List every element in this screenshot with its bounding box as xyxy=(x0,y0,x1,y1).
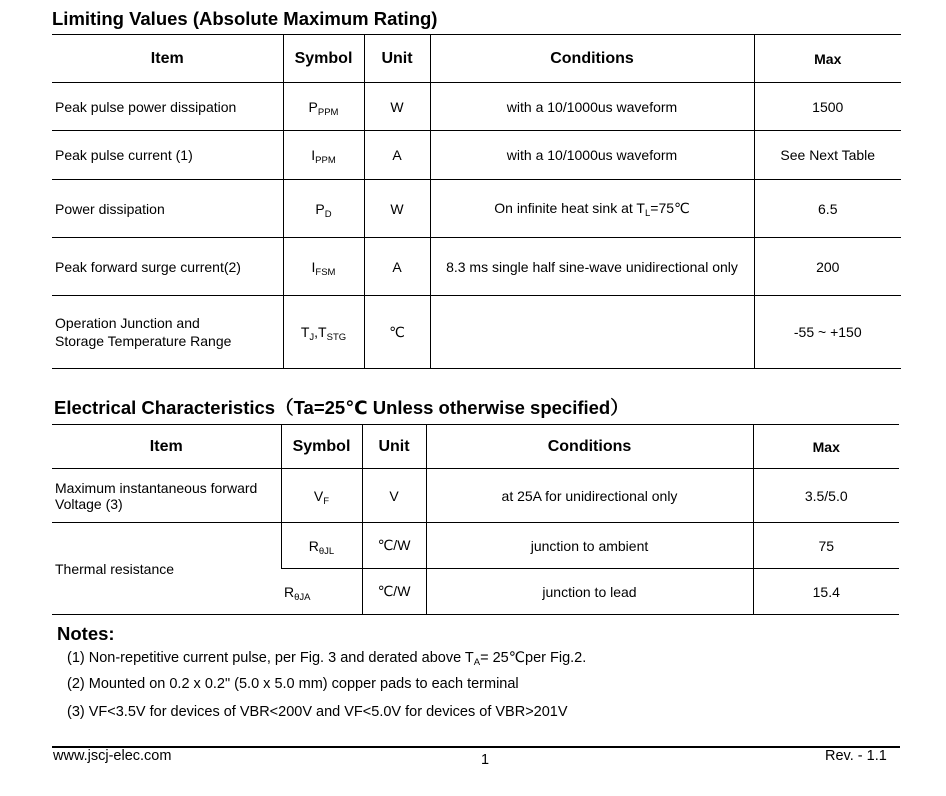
unit-cell: A xyxy=(364,131,430,180)
header-conditions: Conditions xyxy=(426,425,753,469)
max-cell: 3.5/5.0 xyxy=(753,469,899,523)
symbol-cell: $P_{PPM}$ xyxy=(283,83,364,131)
table-header-row xyxy=(52,35,901,83)
note-1: (1) Non-repetitive current pulse, per Fig. 3 and derated above $T_A=$ 25℃per Fig.2. xyxy=(67,650,587,668)
header-unit: Unit xyxy=(362,425,426,469)
symbol-cell: $I_{PPM}$ xyxy=(283,131,364,180)
item-cell: Peak pulse power dissipation xyxy=(52,83,283,131)
header-item: Item xyxy=(52,425,281,469)
unit-cell: A xyxy=(364,238,430,296)
note-3: (3) VF<3.5V for devices of VBR<200V and VF<5.0V for devices of VBR>201V xyxy=(67,704,568,720)
header-max: Max xyxy=(754,35,901,83)
table-row xyxy=(52,238,901,296)
max-cell: 15.4 xyxy=(753,569,899,615)
item-cell: Maximum instantaneous forward Voltage (3) xyxy=(52,469,281,523)
footer-divider xyxy=(52,746,900,748)
unit-cell: ℃ xyxy=(364,296,430,369)
unit-cell: ℃/W xyxy=(362,569,426,615)
header-unit: Unit xyxy=(364,35,430,83)
item-cell: Peak pulse current (1) xyxy=(52,131,283,180)
table-row xyxy=(52,523,899,569)
symbol-cell: $P_D$ xyxy=(283,180,364,238)
table-row xyxy=(52,180,901,238)
note-2: (2) Mounted on 0.2 x 0.2" (5.0 x 5.0 mm) copper pads to each terminal xyxy=(67,676,519,692)
footer-website: www.jscj-elec.com xyxy=(53,748,172,764)
header-item: Item xyxy=(52,35,283,83)
max-cell: -55 ~ +150 xyxy=(754,296,901,369)
unit-cell: ℃/W xyxy=(362,523,426,569)
footer-revision: Rev. - 1.1 xyxy=(825,748,887,764)
unit-cell: V xyxy=(362,469,426,523)
symbol-cell: $I_{FSM}$ xyxy=(283,238,364,296)
conditions-cell: junction to lead xyxy=(426,569,753,615)
conditions-cell xyxy=(430,296,754,369)
conditions-cell: at 25A for unidirectional only xyxy=(426,469,753,523)
conditions-cell: On infinite heat sink at $T_L=75℃$ xyxy=(430,180,754,238)
item-cell: Thermal resistance xyxy=(52,523,281,615)
symbol-cell: $T_J,T_{STG}$ xyxy=(283,296,364,369)
conditions-cell: junction to ambient xyxy=(426,523,753,569)
notes-title: Notes: xyxy=(57,623,115,644)
symbol-cell: $R_{\theta JL}$ xyxy=(281,523,362,569)
conditions-cell: 8.3 ms single half sine-wave unidirectional only xyxy=(430,238,754,296)
symbol-cell: $V_F$ xyxy=(281,469,362,523)
header-symbol: Symbol xyxy=(281,425,362,469)
unit-cell: W xyxy=(364,83,430,131)
footer-page-number: 1 xyxy=(481,752,490,768)
max-cell: 75 xyxy=(753,523,899,569)
conditions-cell: with a 10/1000us waveform xyxy=(430,83,754,131)
table-row xyxy=(52,131,901,180)
item-cell: Operation Junction and Storage Temperature Range xyxy=(52,296,283,369)
header-conditions: Conditions xyxy=(430,35,754,83)
max-cell: 1500 xyxy=(754,83,901,131)
electrical-characteristics-title: Electrical Characteristics（Ta=25℃ Unless otherwise specified） xyxy=(54,397,629,418)
header-max: Max xyxy=(753,425,899,469)
symbol-cell: $R_{\theta JA}$ xyxy=(281,569,362,615)
table-row xyxy=(52,296,901,369)
table-row xyxy=(52,83,901,131)
max-cell: 200 xyxy=(754,238,901,296)
limiting-values-table xyxy=(52,34,901,369)
item-cell: Power dissipation xyxy=(52,180,283,238)
header-symbol: Symbol xyxy=(283,35,364,83)
max-cell: See Next Table xyxy=(754,131,901,180)
electrical-characteristics-table xyxy=(52,424,899,615)
unit-cell: W xyxy=(364,180,430,238)
table-header-row xyxy=(52,425,899,469)
item-cell: Peak forward surge current(2) xyxy=(52,238,283,296)
limiting-values-title: Limiting Values (Absolute Maximum Rating) xyxy=(52,8,438,29)
table-row xyxy=(52,469,899,523)
conditions-cell: with a 10/1000us waveform xyxy=(430,131,754,180)
max-cell: 6.5 xyxy=(754,180,901,238)
